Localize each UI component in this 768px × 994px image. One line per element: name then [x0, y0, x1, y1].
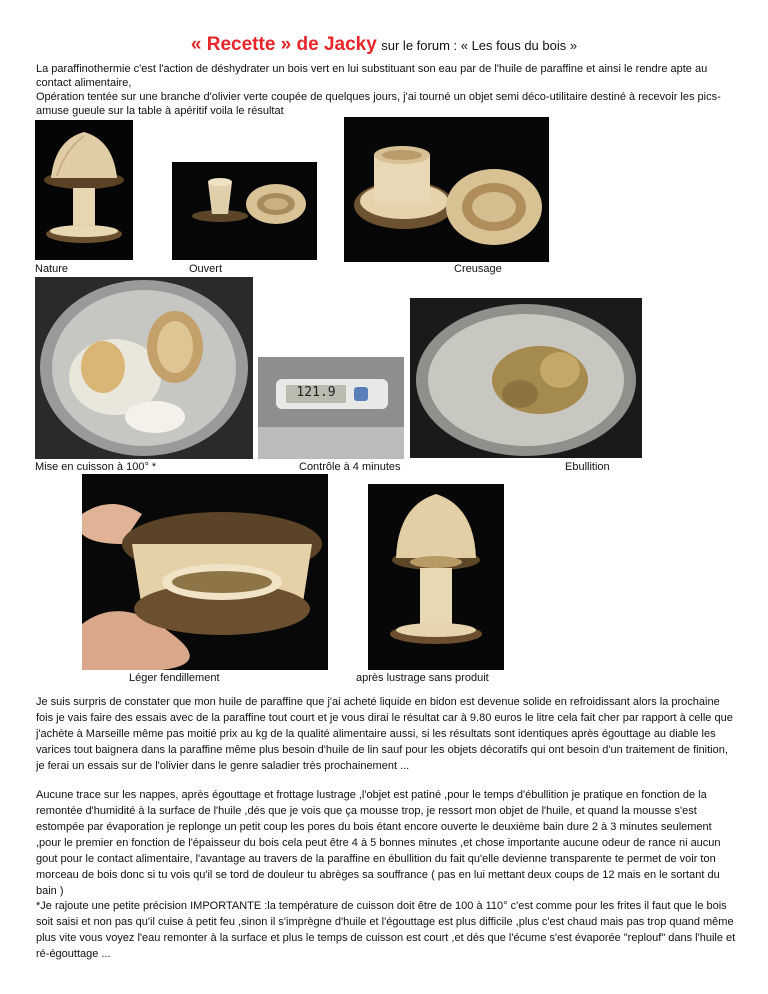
paragraph-3: *Je rajoute une petite précision IMPORTANTE :la température de cuisson doit être de 100 à 110° c'est comme pour les frites il faut que le bois soit saisi et non pas qu'il cuise à petit feu ,sinon il s'imprègne d'huile et l'égouttage est plus difficile ,plus c'est chaud mais pas trop quand même plus vite vous voyez l'eau remonter à la surface et plus le temps de cuisson est court ,et dés que l'écume s'est évaporée "replouf" dans l'huile et ré-égouttage ...	[36, 900, 736, 960]
photo-controle	[258, 357, 404, 459]
intro-line-1: La paraffinothermie c'est l'action de déshydrater un bois vert en lui substituant son eau par de l'huile de paraffine et ainsi le rendre apte au contact alimentaire,	[36, 63, 708, 89]
thermometer-display: 121.9	[296, 385, 336, 400]
caption-creusage: Creusage	[454, 263, 502, 275]
photo-nature	[35, 120, 133, 260]
caption-controle: Contrôle à 4 minutes	[299, 461, 401, 473]
photo-lustrage	[368, 484, 504, 670]
caption-lustrage: après lustrage sans produit	[356, 672, 489, 684]
photo-fendillement	[82, 474, 328, 670]
photo-ouvert	[172, 162, 317, 260]
caption-ouvert: Ouvert	[189, 263, 223, 275]
caption-nature: Nature	[35, 263, 69, 275]
paragraph-2: Aucune trace sur les nappes, après égouttage et frottage lustrage ,l'objet est patiné ,pour le temps d'ébullition je pratique en fonction de la remontée d'humidité à la surface de l'huile ,dés que je vois que ça mousse trop, je ressort mon objet de l'huile, et quand la mousse s'est estompée par évaporation je replonge un petit coup les pores du bois étant encore ouverte le deuxième bain dure 2 à 3 minutes seulement ,pour le premier en fonction de l'épaisseur du bois cela peut être 4 à 5 bonnes minutes ,et chose importante aucune odeur de rance ni aucun gout pour le contact alimentaire, l'avantage au travers de la paraffine en ébullition du fait qu'elle devienne transparente te permet de voir ton morceau de bois donc si tu vois qu'il se tord de douleur tu abrèges sa souffrance ( pas en lui mettant deux coups de 12 mais en le sortant du bain )	[36, 789, 721, 897]
photo-cuisson	[35, 277, 253, 459]
intro-text	[36, 62, 736, 118]
page-title	[0, 34, 768, 56]
title-rest: sur le forum : « Les fous du bois »	[381, 38, 578, 53]
caption-cuisson: Mise en cuisson à 100° *	[35, 461, 157, 473]
paragraph-1: Je suis surpris de constater que mon huile de paraffine que j'ai acheté liquide en bidon est devenue solide en refroidissant alors la prochaine fois je vais faire des essais avec de la paraffine tout court et je vous dirai le résultat car à 9.80 euros le litre cela fait cher par rapport à celle que j'achète à Marseille même pas moitié prix au kg de la qualité alimentaire aussi, si les résultats sont identiques après égouttage au diable les varices tout baignera dans la paraffine même plus besoin d'huile de lin sauf pour les objets décoratifs qui ont besoin d'un traitement de finition, je ferai un essais sur de l'olivier dans le genre saladier très prochainement ...	[36, 696, 733, 772]
intro-line-2: Opération tentée sur une branche d'olivier verte coupée de quelques jours, j'ai tourné un objet semi déco-utilitaire destiné à recevoir les pics-amuse gueule sur la table à apéritif voila le résultat	[36, 91, 721, 117]
caption-ebullition: Ebullition	[565, 461, 610, 473]
photo-creusage	[344, 117, 549, 262]
photo-ebullition	[410, 298, 642, 458]
title-red-part: « Recette » de Jacky	[190, 34, 377, 55]
caption-fendillement: Léger fendillement	[129, 672, 220, 684]
